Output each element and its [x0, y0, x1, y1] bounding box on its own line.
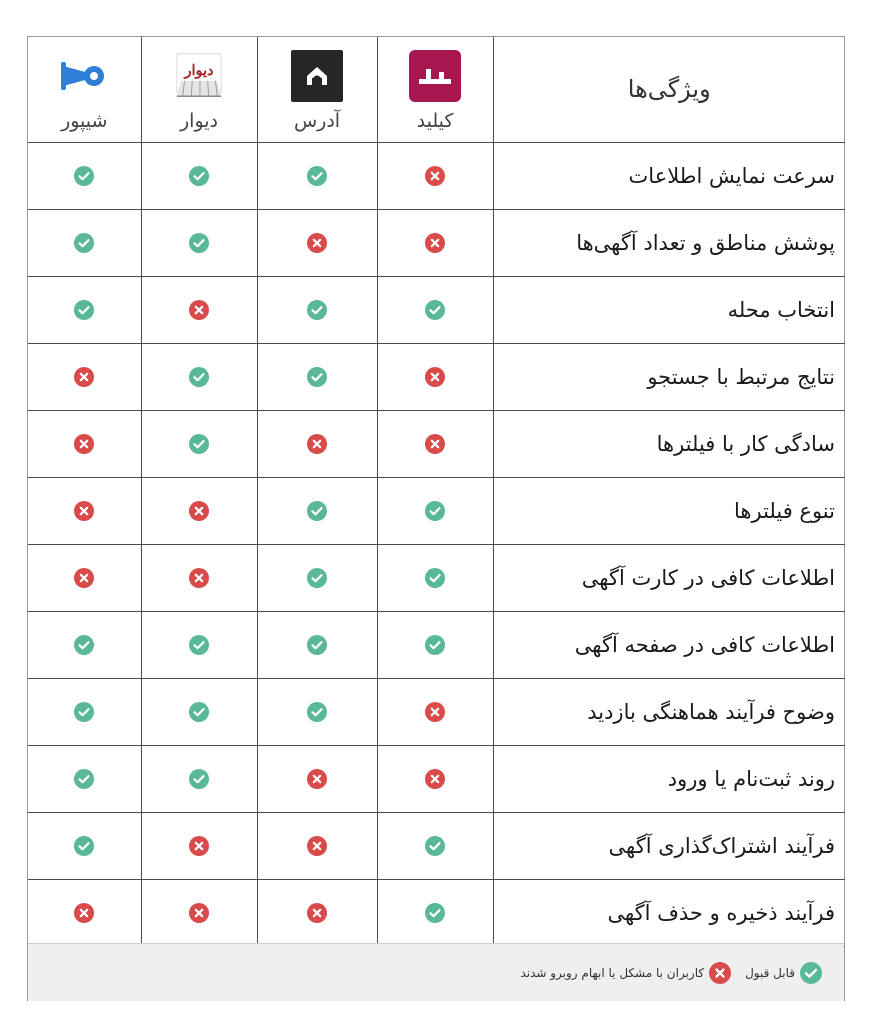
mark-cell-keylid — [377, 611, 493, 678]
check-circle-icon — [74, 233, 94, 253]
mark-cell-divar — [141, 477, 257, 544]
mark-cell-sheypoor — [28, 812, 141, 879]
check-circle-icon — [425, 501, 445, 521]
mark-cell-sheypoor — [28, 745, 141, 812]
check-circle-icon — [307, 166, 327, 186]
cross-circle-icon — [425, 702, 445, 722]
cross-circle-icon — [189, 568, 209, 588]
feature-cell: سادگی کار با فیلترها — [493, 410, 845, 477]
mark-cell-divar — [141, 276, 257, 343]
mark-cell-keylid — [377, 879, 493, 946]
mark-cell-adres — [257, 209, 377, 276]
check-circle-icon — [425, 635, 445, 655]
table-row — [28, 745, 845, 812]
cross-circle-icon — [189, 836, 209, 856]
feature-cell: فرآیند اشتراک‌گذاری آگهی — [493, 812, 845, 879]
divar-logo-icon — [173, 50, 225, 102]
divar-logo-text: دیوار — [184, 62, 214, 80]
feature-cell: وضوح فرآیند هماهنگی بازدید — [493, 678, 845, 745]
mark-cell-keylid — [377, 544, 493, 611]
mark-cell-divar — [141, 343, 257, 410]
cross-circle-icon — [74, 434, 94, 454]
brand-name: شیپور — [61, 110, 108, 133]
check-circle-icon — [189, 434, 209, 454]
mark-cell-divar — [141, 611, 257, 678]
cross-circle-icon — [189, 300, 209, 320]
mark-cell-keylid — [377, 745, 493, 812]
cross-circle-icon — [425, 233, 445, 253]
mark-cell-divar — [141, 745, 257, 812]
mark-cell-adres — [257, 410, 377, 477]
mark-cell-sheypoor — [28, 477, 141, 544]
check-circle-icon — [189, 367, 209, 387]
check-circle-icon — [189, 702, 209, 722]
comparison-table — [28, 37, 845, 947]
check-circle-icon — [307, 501, 327, 521]
table-row — [28, 410, 845, 477]
cross-circle-icon — [307, 903, 327, 923]
keylid-logo-icon — [409, 50, 461, 102]
mark-cell-divar — [141, 410, 257, 477]
cross-circle-icon — [189, 903, 209, 923]
mark-cell-keylid — [377, 410, 493, 477]
mark-cell-keylid — [377, 209, 493, 276]
check-circle-icon — [74, 836, 94, 856]
brand-name: آدرس — [293, 110, 341, 133]
mark-cell-keylid — [377, 812, 493, 879]
mark-cell-adres — [257, 276, 377, 343]
brand-header-divar — [141, 37, 257, 142]
mark-cell-keylid — [377, 678, 493, 745]
feature-cell: نتایج مرتبط با جستجو — [493, 343, 845, 410]
mark-cell-adres — [257, 343, 377, 410]
cross-circle-icon — [74, 501, 94, 521]
legend-item-check — [745, 962, 822, 984]
feature-cell: انتخاب محله — [493, 276, 845, 343]
check-circle-icon — [425, 836, 445, 856]
check-circle-icon — [307, 568, 327, 588]
table-row — [28, 276, 845, 343]
check-circle-icon — [425, 300, 445, 320]
check-circle-icon — [74, 769, 94, 789]
mark-cell-keylid — [377, 343, 493, 410]
mark-cell-sheypoor — [28, 209, 141, 276]
check-circle-icon — [74, 635, 94, 655]
adres-logo-icon — [291, 50, 343, 102]
mark-cell-divar — [141, 209, 257, 276]
feature-cell: روند ثبت‌نام یا ورود — [493, 745, 845, 812]
table-row — [28, 879, 845, 946]
mark-cell-sheypoor — [28, 276, 141, 343]
header-row — [28, 37, 845, 142]
brand-name: دیوار — [179, 110, 219, 133]
mark-cell-keylid — [377, 276, 493, 343]
table-row — [28, 812, 845, 879]
cross-circle-icon — [307, 836, 327, 856]
mark-cell-divar — [141, 142, 257, 209]
legend-item-cross — [520, 962, 731, 984]
check-circle-icon — [189, 166, 209, 186]
cross-circle-icon — [307, 769, 327, 789]
mark-cell-divar — [141, 544, 257, 611]
mark-cell-adres — [257, 611, 377, 678]
mark-cell-adres — [257, 678, 377, 745]
feature-cell: سرعت نمایش اطلاعات — [493, 142, 845, 209]
cross-circle-icon — [425, 769, 445, 789]
cross-circle-icon — [307, 233, 327, 253]
table-row — [28, 544, 845, 611]
cross-circle-icon — [425, 166, 445, 186]
mark-cell-divar — [141, 812, 257, 879]
mark-cell-sheypoor — [28, 544, 141, 611]
cross-circle-icon — [74, 568, 94, 588]
brand-header-keylid — [377, 37, 493, 142]
mark-cell-divar — [141, 879, 257, 946]
cross-circle-icon — [425, 434, 445, 454]
mark-cell-sheypoor — [28, 611, 141, 678]
mark-cell-adres — [257, 477, 377, 544]
feature-cell: اطلاعات کافی در صفحه آگهی — [493, 611, 845, 678]
check-circle-icon — [307, 635, 327, 655]
mark-cell-keylid — [377, 477, 493, 544]
check-circle-icon — [800, 962, 822, 984]
check-circle-icon — [189, 769, 209, 789]
check-circle-icon — [307, 300, 327, 320]
cross-circle-icon — [74, 903, 94, 923]
table-row — [28, 477, 845, 544]
mark-cell-sheypoor — [28, 678, 141, 745]
brand-header-adres — [257, 37, 377, 142]
check-circle-icon — [74, 702, 94, 722]
sheypoor-logo-icon — [58, 50, 110, 102]
comparison-frame — [27, 36, 845, 1001]
mark-cell-sheypoor — [28, 879, 141, 946]
table-body — [28, 142, 845, 946]
legend — [28, 943, 844, 1001]
mark-cell-adres — [257, 879, 377, 946]
feature-cell: فرآیند ذخیره و حذف آگهی — [493, 879, 845, 946]
cross-circle-icon — [307, 434, 327, 454]
feature-cell: پوشش مناطق و تعداد آگهی‌ها — [493, 209, 845, 276]
mark-cell-adres — [257, 142, 377, 209]
check-circle-icon — [74, 166, 94, 186]
feature-cell: تنوع فیلترها — [493, 477, 845, 544]
cross-circle-icon — [709, 962, 731, 984]
mark-cell-keylid — [377, 142, 493, 209]
mark-cell-divar — [141, 678, 257, 745]
check-circle-icon — [307, 702, 327, 722]
cross-circle-icon — [425, 367, 445, 387]
table-row — [28, 678, 845, 745]
mark-cell-sheypoor — [28, 343, 141, 410]
table-row — [28, 611, 845, 678]
check-circle-icon — [189, 233, 209, 253]
cross-circle-icon — [74, 367, 94, 387]
check-circle-icon — [425, 568, 445, 588]
brand-name: کیلید — [416, 110, 454, 133]
cross-circle-icon — [189, 501, 209, 521]
mark-cell-adres — [257, 745, 377, 812]
mark-cell-adres — [257, 812, 377, 879]
feature-column-header: ویژگی‌ها — [493, 37, 845, 142]
feature-cell: اطلاعات کافی در کارت آگهی — [493, 544, 845, 611]
mark-cell-adres — [257, 544, 377, 611]
check-circle-icon — [425, 903, 445, 923]
check-circle-icon — [74, 300, 94, 320]
legend-cross-label: کاربران با مشکل یا ابهام روبرو شدند — [520, 965, 705, 980]
table-row — [28, 142, 845, 209]
check-circle-icon — [189, 635, 209, 655]
legend-check-label: قابل قبول — [745, 965, 795, 980]
check-circle-icon — [307, 367, 327, 387]
table-row — [28, 209, 845, 276]
mark-cell-sheypoor — [28, 142, 141, 209]
brand-header-sheypoor — [28, 37, 141, 142]
table-row — [28, 343, 845, 410]
mark-cell-sheypoor — [28, 410, 141, 477]
